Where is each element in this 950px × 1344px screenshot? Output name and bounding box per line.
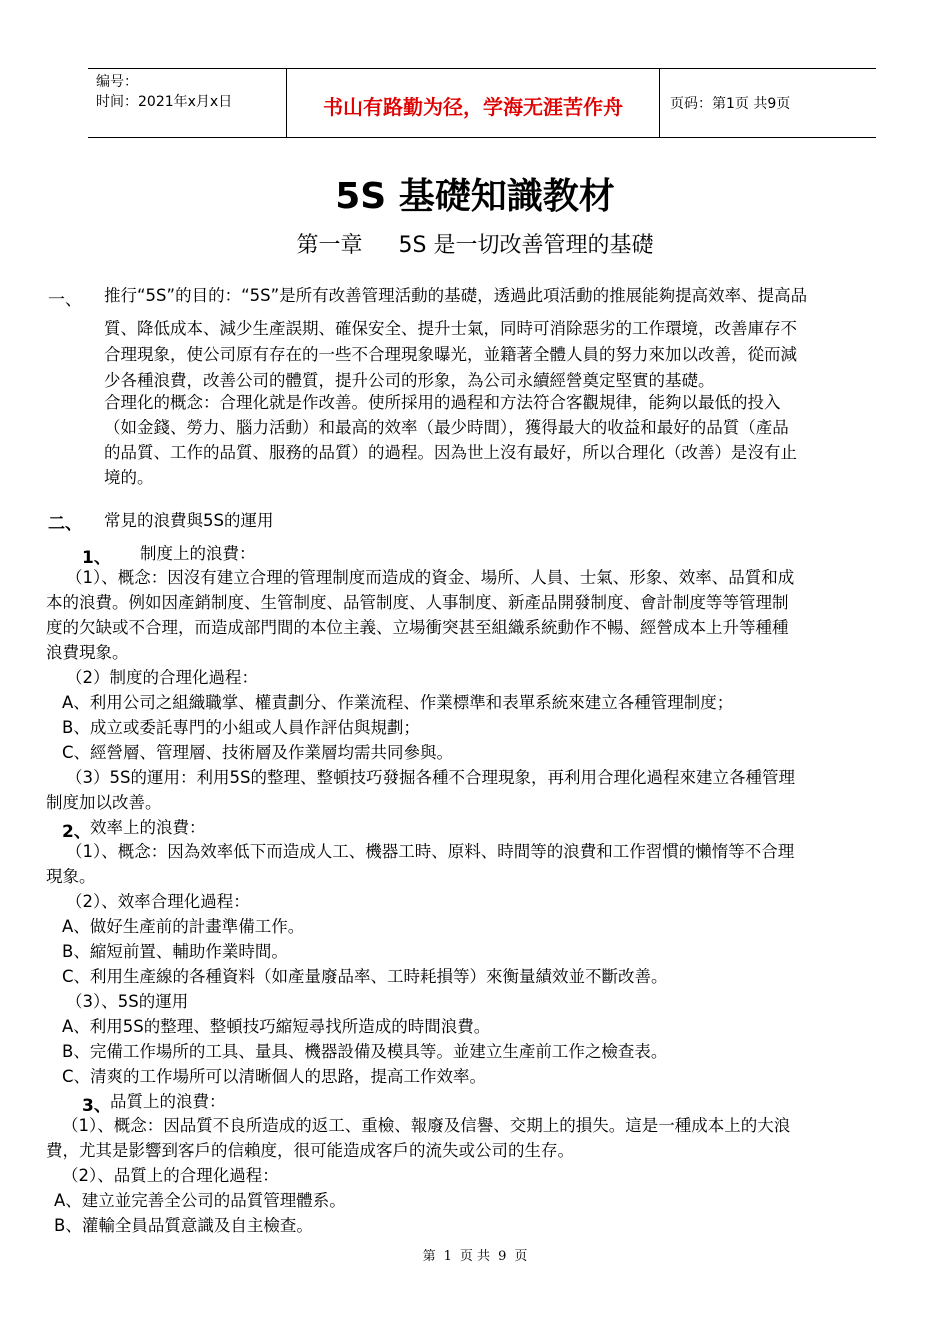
time-label: 时间：2021年x月x日 bbox=[96, 94, 233, 110]
footer-page-number: 1 bbox=[443, 1249, 452, 1264]
paragraph-line: B、成立或委託專門的小組或人員作評估與規劃； bbox=[62, 718, 420, 737]
section2-marker: 二、 bbox=[48, 514, 82, 534]
header-page-cell bbox=[660, 69, 876, 137]
chapter-number: 第一章 bbox=[296, 233, 363, 258]
paragraph-line: 制度加以改善。 bbox=[46, 793, 162, 812]
footer-total-pages: 9 bbox=[498, 1249, 507, 1264]
section1-marker: 一、 bbox=[48, 290, 82, 310]
page-code: 页码：第1页 共9页 bbox=[670, 96, 791, 112]
paragraph-line: A、利用公司之組織職掌、權責劃分、作業流程、作業標準和表單系統來建立各種管理制度； bbox=[62, 693, 734, 712]
header-table bbox=[88, 68, 876, 138]
paragraph-line: A、做好生產前的計畫準備工作。 bbox=[62, 917, 305, 936]
paragraph-line: （如金錢、勞力、腦力活動）和最高的效率（最少時間），獲得最大的收益和最好的品質（產品 bbox=[104, 418, 789, 437]
footer-prefix: 第 bbox=[422, 1249, 436, 1264]
paragraph-line: 少各種浪費，改善公司的體質，提升公司的形象，為公司永續經營奠定堅實的基礎。 bbox=[104, 371, 715, 390]
doc-title: 5S 基礎知識教材 bbox=[335, 176, 615, 217]
code-label: 编号： bbox=[96, 74, 138, 90]
paragraph-line: （3）5S的運用：利用5S的整理、整頓技巧發掘各種不合理現象，再利用合理化過程來建立各種管理 bbox=[66, 768, 795, 787]
sub3-number: 3、 bbox=[82, 1096, 111, 1116]
sub3-title: 品質上的浪費： bbox=[110, 1092, 226, 1111]
paragraph-line: 費，尤其是影響到客戶的信賴度，很可能造成客戶的流失或公司的生存。 bbox=[46, 1141, 574, 1160]
paragraph-line: （2）制度的合理化過程： bbox=[66, 668, 258, 687]
header-meta-cell bbox=[88, 69, 287, 137]
paragraph-line: 推行“5S”的目的：“5S”是所有改善管理活動的基礎，透過此項活動的推展能夠提高效率、提高品 bbox=[104, 286, 808, 305]
sub1-number: 1、 bbox=[82, 548, 111, 568]
paragraph-line: 本的浪費。例如因產銷制度、生管制度、品管制度、人事制度、新產品開發制度、會計制度等等管理制 bbox=[46, 593, 789, 612]
paragraph-line: （2）、效率合理化過程： bbox=[66, 892, 250, 911]
motto-text: 书山有路勤为径，学海无涯苦作舟 bbox=[323, 95, 623, 119]
sub1-title: 制度上的浪費： bbox=[140, 544, 256, 563]
paragraph-line: 境的。 bbox=[104, 468, 154, 487]
paragraph-line: C、經營層、管理層、技術層及作業層均需共同參與。 bbox=[62, 743, 454, 762]
chapter-title: 5S 是一切改善管理的基礎 bbox=[398, 233, 654, 258]
footer-suffix: 页 bbox=[514, 1249, 528, 1264]
paragraph-line: B、完備工作場所的工具、量具、機器設備及模具等。並建立生產前工作之檢查表。 bbox=[62, 1042, 668, 1061]
paragraph-line: （3）、5S的運用 bbox=[66, 992, 189, 1011]
paragraph-line: 浪費現象。 bbox=[46, 643, 129, 662]
paragraph-line: 質、降低成本、減少生產誤期、確保安全、提升士氣，同時可消除惡劣的工作環境，改善庫存不 bbox=[104, 319, 797, 338]
footer-mid: 页 共 bbox=[459, 1249, 491, 1264]
paragraph-line: 的品質、工作的品質、服務的品質）的過程。因為世上沒有最好，所以合理化（改善）是沒有止 bbox=[104, 443, 797, 462]
paragraph-line: （1）、概念：因沒有建立合理的管理制度而造成的資金、場所、人員、士氣、形象、效率、品質和成 bbox=[66, 568, 795, 587]
chapter-heading bbox=[0, 228, 950, 259]
paragraph-line: 合理現象，使公司原有存在的一些不合理現象曝光，並籍著全體人員的努力來加以改善，從而減 bbox=[104, 345, 797, 364]
sub2-title: 效率上的浪費： bbox=[90, 818, 206, 837]
paragraph-line: 現象。 bbox=[46, 867, 96, 886]
paragraph-line: A、建立並完善全公司的品質管理體系。 bbox=[54, 1191, 346, 1210]
sub2-number: 2、 bbox=[62, 822, 91, 842]
paragraph-line: 度的欠缺或不合理，而造成部門間的本位主義、立場衝突甚至組織系統動作不暢、經營成本上升等種種 bbox=[46, 618, 789, 637]
section2-heading: 常見的浪費與5S的運用 bbox=[104, 511, 274, 530]
paragraph-line: A、利用5S的整理、整頓技巧縮短尋找所造成的時間浪費。 bbox=[62, 1017, 491, 1036]
page-footer bbox=[0, 1245, 950, 1264]
header-motto-cell bbox=[287, 69, 660, 137]
paragraph-line: C、清爽的工作場所可以清晰個人的思路，提高工作效率。 bbox=[62, 1067, 487, 1086]
paragraph-line: 合理化的概念：合理化就是作改善。使所採用的過程和方法符合客觀規律，能夠以最低的投入 bbox=[104, 393, 781, 412]
paragraph-line: B、縮短前置、輔助作業時間。 bbox=[62, 942, 288, 961]
paragraph-line: B、灌輸全員品質意識及自主檢查。 bbox=[54, 1216, 313, 1235]
paragraph-line: （2）、品質上的合理化過程： bbox=[62, 1166, 279, 1185]
paragraph-line: （1）、概念：因品質不良所造成的返工、重檢、報廢及信譽、交期上的損失。這是一種成本上的大浪 bbox=[62, 1116, 791, 1135]
paragraph-line: （1）、概念：因為效率低下而造成人工、機器工時、原料、時間等的浪費和工作習慣的懶惰等不合理 bbox=[66, 842, 795, 861]
paragraph-line: C、利用生產線的各種資料（如產量廢品率、工時耗損等）來衡量績效並不斷改善。 bbox=[62, 967, 668, 986]
